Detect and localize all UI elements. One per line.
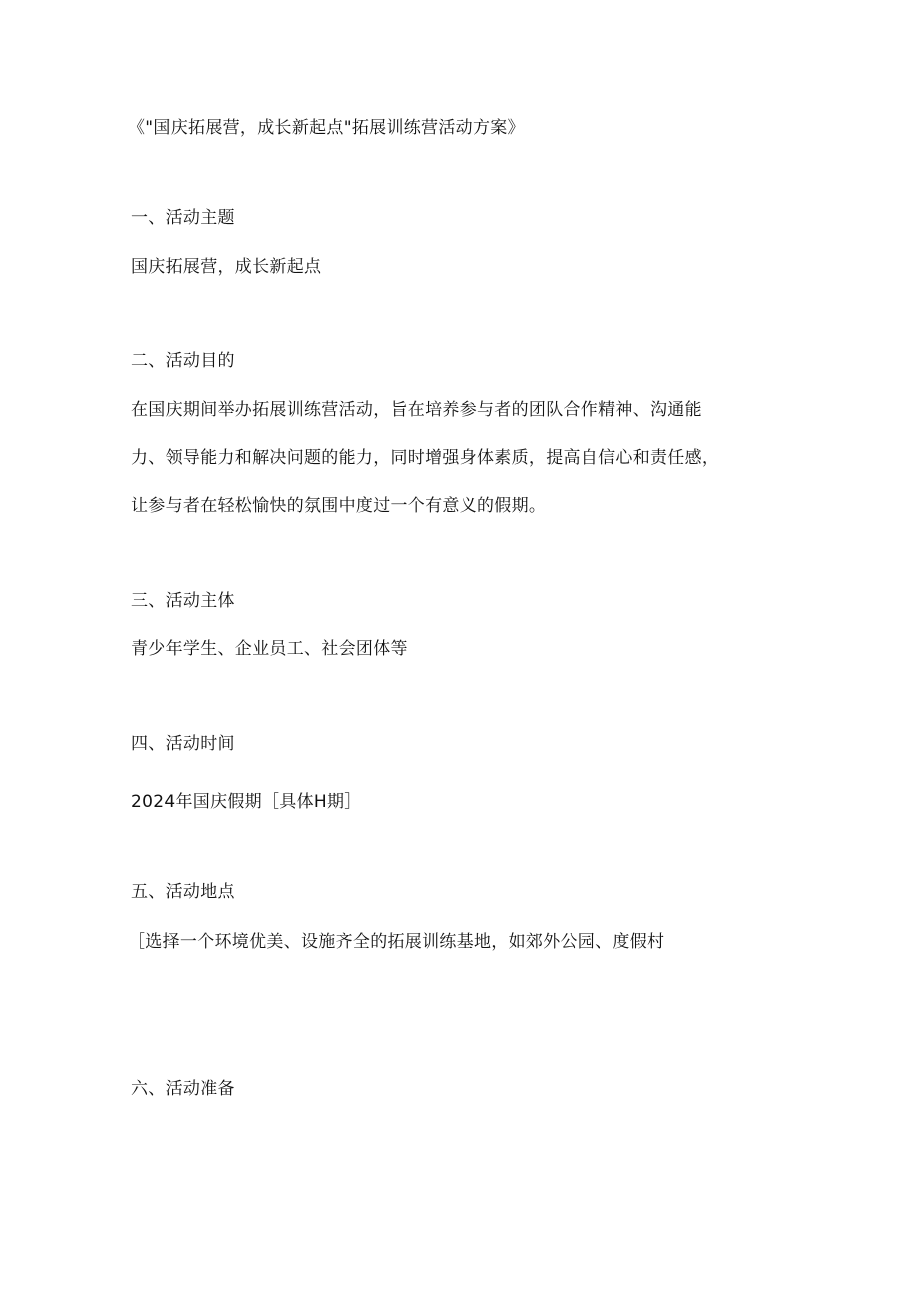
section-text-time: 2024年国庆假期［具体H期］	[131, 792, 362, 812]
document-title: 《"国庆拓展营，成长新起点"拓展训练营活动方案》	[128, 118, 525, 138]
section-heading-purpose: 二、活动目的	[131, 351, 235, 371]
section-heading-preparation: 六、活动准备	[131, 1079, 235, 1099]
section-heading-location: 五、活动地点	[131, 882, 235, 902]
section-text-location: ［选择一个环境优美、设施齐全的拓展训练基地，如郊外公园、度假村	[128, 932, 665, 952]
section-text-theme: 国庆拓展营，成长新起点	[131, 257, 322, 277]
section-heading-time: 四、活动时间	[131, 734, 235, 754]
section-text-purpose-line-1: 在国庆期间举办拓展训练营活动，旨在培养参与者的团队合作精神、沟通能	[131, 400, 702, 420]
section-heading-theme: 一、活动主题	[131, 208, 235, 228]
section-text-participants: 青少年学生、企业员工、社会团体等	[131, 639, 408, 659]
section-text-purpose-line-3: 让参与者在轻松愉快的氛围中度过一个有意义的假期。	[131, 496, 547, 516]
section-heading-participants: 三、活动主体	[131, 591, 235, 611]
section-text-purpose-line-2: 力、领导能力和解决问题的能力，同时增强身体素质，提高自信心和责任感，	[131, 448, 720, 468]
